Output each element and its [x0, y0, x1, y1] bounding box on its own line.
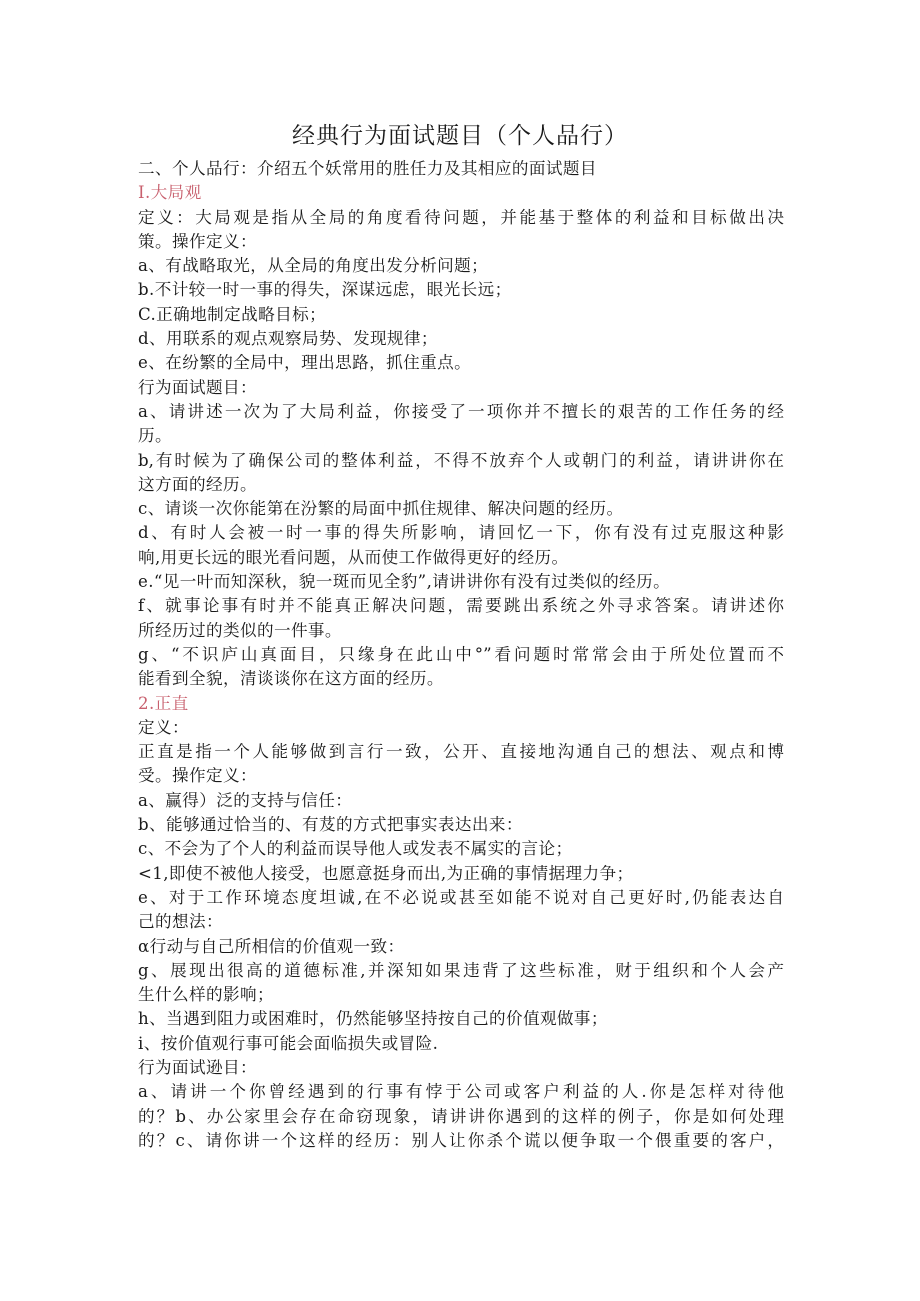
text-line: α行动与自己所相信的价值观一致：	[138, 936, 405, 956]
text-line: h、当遇到阻力或困难时，仍然能够坚持按自己的价值观做事；	[138, 1009, 608, 1029]
document-body	[138, 157, 784, 1153]
text-line: a、赢得）泛的支持与信任：	[138, 790, 353, 810]
text-line: c、请谈一次你能第在汾繁的局面中抓住规律、解决问题的经历。	[138, 499, 624, 519]
text-line: 这方面的经历。	[138, 474, 257, 494]
text-line: 受。操作定义：	[138, 766, 257, 786]
text-line: 历。	[138, 426, 172, 446]
text-line: b,有时候为了确保公司的整体利益，不得不放弃个人或朝门的利益，请讲讲你在	[138, 450, 784, 470]
section-heading: 2.正直	[138, 693, 189, 713]
section-heading: I.大局观	[138, 183, 202, 203]
text-line: e、对于工作环境态度坦诚,在不必说或甚至如能不说对自己更好时,仍能表达自	[138, 887, 784, 907]
text-line: 的？b、办公家里会存在命窃现象，请讲讲你遇到的这样的例子，你是如何处理	[138, 1106, 784, 1126]
text-line: a、请讲一个你曾经遇到的行事有悖于公司或客户利益的人.你是怎样对待他	[138, 1082, 784, 1102]
text-line: 二、个人品行：介绍五个妖常用的胜任力及其相应的面试题目	[138, 159, 597, 178]
text-line: a、请讲述一次为了大局利益，你接受了一项你并不擅长的艰苦的工作任务的经	[138, 401, 784, 421]
text-line: a、有战略取光，从全局的角度出发分析问题；	[138, 256, 489, 276]
text-line: 己的想法：	[138, 912, 223, 932]
text-line: f、就事论事有时并不能真正解决问题，需要跳出系统之外寻求答案。请讲述你	[138, 596, 784, 616]
page-title: 经典行为面试题目（个人品行）	[292, 123, 628, 149]
text-line: 行为面试题目：	[138, 377, 257, 397]
text-line: 响,用更长远的眼光看问题，从而使工作做得更好的经历。	[138, 547, 569, 567]
text-line: c、不会为了个人的利益而误导他人或发表不属实的言论；	[138, 839, 573, 859]
text-line: i、按价值观行事可能会面临损失或冒险.	[138, 1033, 439, 1053]
text-line: 的？c、请你讲一个这样的经历：别人让你杀个谎以便争取一个偎重要的客户，	[138, 1130, 784, 1150]
text-line: 能看到全貌，清谈谈你在这方面的经历。	[138, 669, 444, 689]
text-line: 正直是指一个人能够做到言行一致，公开、直接地沟通自己的想法、观点和博	[138, 742, 784, 762]
text-line: d、用联系的观点观察局势、发现规律；	[138, 329, 438, 349]
text-line: 策。操作定义：	[138, 231, 257, 251]
text-line: 行为面试逊目：	[138, 1057, 257, 1077]
text-line: b、能够通过恰当的、有芨的方式把事实表达出来：	[138, 815, 523, 835]
text-line: 生什么样的影响；	[138, 985, 274, 1005]
text-line: g、展现出很高的道德标准,并深知如果违背了这些标准，财于组织和个人会产	[138, 960, 784, 980]
text-line: d、有时人会被一时一事的得失所影响，请回忆一下，你有没有过克服这种影	[138, 523, 784, 543]
text-line: 定义：大局观是指从全局的角度看待问题，并能基于整体的利益和目标做出决	[138, 207, 784, 227]
text-line: 定义：	[138, 717, 189, 737]
text-line: e、在纷繁的全局中，理出思路，抓住重点。	[138, 353, 472, 373]
text-line: e.“见一叶而知深秋，貌一斑而见全豹”,请讲讲你有没有过类似的经历。	[138, 572, 671, 592]
text-line: b.不计较一时一事的得失，深谋远虑，眼光长远；	[138, 280, 512, 300]
text-line: 所经历过的类似的一件事。	[138, 620, 342, 640]
text-line: C.正确地制定战略目标；	[138, 304, 327, 324]
text-line: g、“不识庐山真面目，只缘身在此山中°”看问题时常常会由于所处位置而不	[138, 644, 784, 664]
text-line: <1,即使不被他人接受，也愿意挺身而出,为正确的事情据理力争；	[138, 863, 634, 883]
